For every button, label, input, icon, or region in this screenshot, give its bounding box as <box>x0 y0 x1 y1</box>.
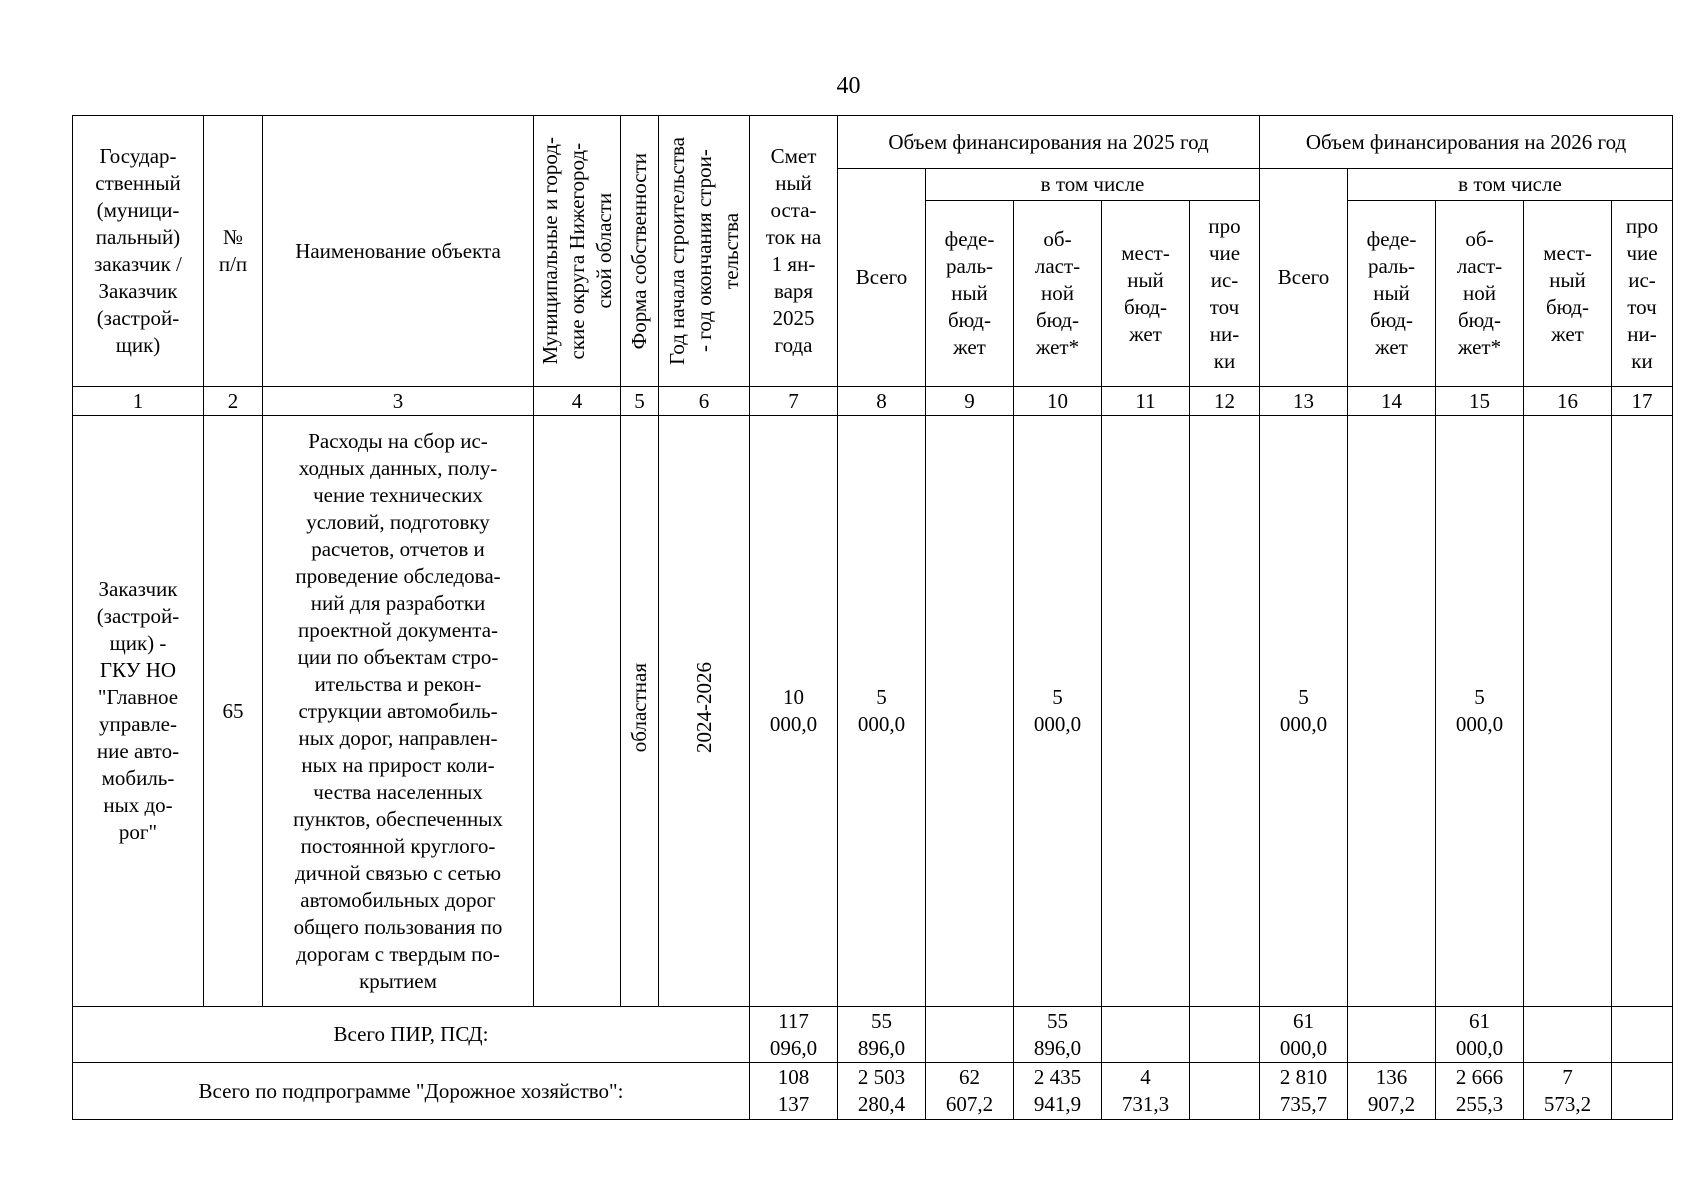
column-number: 4 <box>534 387 621 416</box>
total-pir-total-2025: 55 896,0 <box>838 1007 926 1063</box>
total-road-total-2026: 2 810 735,7 <box>1260 1063 1348 1120</box>
header-local-2026: мест- ный бюд- жет <box>1524 201 1612 387</box>
column-number: 9 <box>926 387 1014 416</box>
column-number: 17 <box>1612 387 1673 416</box>
total-pir-other-2026 <box>1612 1007 1673 1063</box>
financing-table <box>72 115 1673 1120</box>
column-number: 6 <box>659 387 750 416</box>
header-object-name: Наименование объекта <box>263 116 534 387</box>
row-customer: Заказчик (застрой- щик) - ГКУ НО "Главное управле- ние авто- мобиль- ных до- рог" <box>73 416 204 1007</box>
total-pir-regional-2025: 55 896,0 <box>1014 1007 1102 1063</box>
header-years: Год начала строительства - год окончания строи- тельства <box>659 116 750 387</box>
total-road-other-2026 <box>1612 1063 1673 1120</box>
column-number: 13 <box>1260 387 1348 416</box>
total-road-federal-2026: 136 907,2 <box>1348 1063 1436 1120</box>
header-federal-2025: феде- раль- ный бюд- жет <box>926 201 1014 387</box>
total-pir-regional-2026: 61 000,0 <box>1436 1007 1524 1063</box>
row-local-2026 <box>1524 416 1612 1007</box>
row-total-2026: 5 000,0 <box>1260 416 1348 1007</box>
total-road-regional-2026: 2 666 255,3 <box>1436 1063 1524 1120</box>
column-numbers-row <box>73 387 1673 416</box>
total-pir-local-2026 <box>1524 1007 1612 1063</box>
column-number: 11 <box>1102 387 1190 416</box>
header-federal-2026: феде- раль- ный бюд- жет <box>1348 201 1436 387</box>
row-other-2025 <box>1190 416 1260 1007</box>
total-road-other-2025 <box>1190 1063 1260 1120</box>
header-including-2025: в том числе <box>926 169 1260 201</box>
row-regional-2026: 5 000,0 <box>1436 416 1524 1007</box>
total-road-federal-2025: 62 607,2 <box>926 1063 1014 1120</box>
header-local-2025: мест- ный бюд- жет <box>1102 201 1190 387</box>
page-number: 40 <box>836 73 861 99</box>
column-number: 16 <box>1524 387 1612 416</box>
row-federal-2025 <box>926 416 1014 1007</box>
header-number: № п/п <box>204 116 263 387</box>
column-number: 3 <box>263 387 534 416</box>
header-customer: Государ- ственный (муници- пальный) заказчик / Заказчик (застрой- щик) <box>73 116 204 387</box>
header-fin-2026: Объем финансирования на 2026 год <box>1260 116 1673 169</box>
column-number: 5 <box>621 387 659 416</box>
column-number: 10 <box>1014 387 1102 416</box>
header-other-2026: про чие ис- точ ни- ки <box>1612 201 1673 387</box>
total-pir-estimate: 117 096,0 <box>750 1007 838 1063</box>
row-regional-2025: 5 000,0 <box>1014 416 1102 1007</box>
header-estimate: Смет ный оста- ток на 1 ян- варя 2025 года <box>750 116 838 387</box>
column-number: 15 <box>1436 387 1524 416</box>
column-number: 7 <box>750 387 838 416</box>
total-pir-federal-2026 <box>1348 1007 1436 1063</box>
header-total-2025: Всего <box>838 169 926 387</box>
header-regional-2025: об- ласт- ной бюд- жет* <box>1014 201 1102 387</box>
header-row-1 <box>73 116 1673 169</box>
total-road-estimate: 108 137 <box>750 1063 838 1120</box>
total-pir-local-2025 <box>1102 1007 1190 1063</box>
header-total-2026: Всего <box>1260 169 1348 387</box>
row-estimate: 10 000,0 <box>750 416 838 1007</box>
header-including-2026: в том числе <box>1348 169 1673 201</box>
column-number: 8 <box>838 387 926 416</box>
total-road-local-2026: 7 573,2 <box>1524 1063 1612 1120</box>
row-object-name: Расходы на сбор ис- ходных данных, полу- чение технических условий, подготовку расчетов, отчетов и проведение обследова- ний для разработки проектной документа- ции по объектам стро- ительства и рекон- струкции автомобиль- ных дорог, направлен- ных на прирост коли- чества населенных пунктов, обеспеченных постоянной круглого- дичной связью с сетью автомобильных дорог общего пользования по дорогам с твердым по- крытием <box>263 416 534 1007</box>
column-number: 14 <box>1348 387 1436 416</box>
column-number: 1 <box>73 387 204 416</box>
header-other-2025: про чие ис- точ ни- ки <box>1190 201 1260 387</box>
row-local-2025 <box>1102 416 1190 1007</box>
table-row <box>73 416 1673 1007</box>
column-number: 12 <box>1190 387 1260 416</box>
column-number: 2 <box>204 387 263 416</box>
total-pir-row <box>73 1007 1673 1063</box>
header-regional-2026: об- ласт- ной бюд- жет* <box>1436 201 1524 387</box>
header-municipalities: Муниципальные и город- ские округа Нижегород- ской области <box>534 116 621 387</box>
row-municipality <box>534 416 621 1007</box>
total-road-label: Всего по подпрограмме "Дорожное хозяйство": <box>73 1063 750 1120</box>
header-ownership: Форма собственности <box>621 116 659 387</box>
total-pir-label: Всего ПИР, ПСД: <box>73 1007 750 1063</box>
row-federal-2026 <box>1348 416 1436 1007</box>
row-number: 65 <box>204 416 263 1007</box>
total-road-local-2025: 4 731,3 <box>1102 1063 1190 1120</box>
row-total-2025: 5 000,0 <box>838 416 926 1007</box>
total-pir-other-2025 <box>1190 1007 1260 1063</box>
row-other-2026 <box>1612 416 1673 1007</box>
total-road-regional-2025: 2 435 941,9 <box>1014 1063 1102 1120</box>
total-pir-federal-2025 <box>926 1007 1014 1063</box>
total-pir-total-2026: 61 000,0 <box>1260 1007 1348 1063</box>
header-fin-2025: Объем финансирования на 2025 год <box>838 116 1260 169</box>
row-years: 2024-2026 <box>659 416 750 1007</box>
total-road-total-2025: 2 503 280,4 <box>838 1063 926 1120</box>
row-ownership: областная <box>621 416 659 1007</box>
total-road-row <box>73 1063 1673 1120</box>
